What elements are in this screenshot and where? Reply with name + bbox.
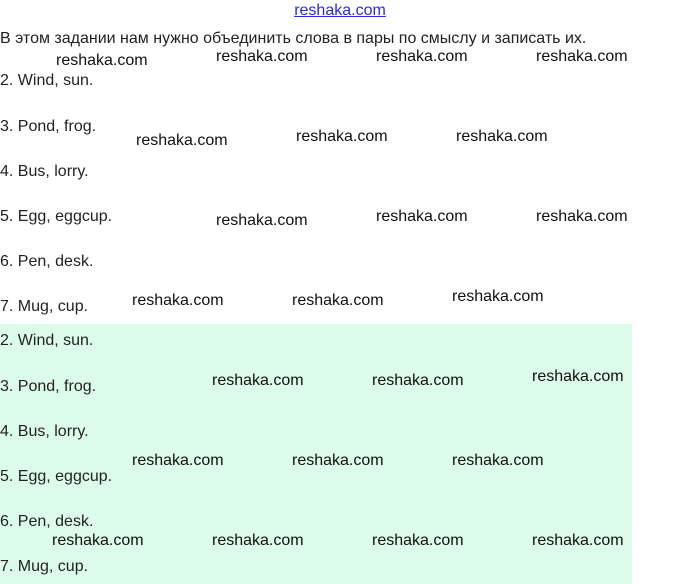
watermark: reshaka.com xyxy=(132,452,224,469)
intro-text: В этом задании нам нужно объединить слова в пары по смыслу и записать их. xyxy=(0,30,587,47)
watermark: reshaka.com xyxy=(372,372,464,389)
highlighted-answer-line: 6. Pen, desk. xyxy=(0,513,94,530)
highlighted-answer-line: 7. Mug, cup. xyxy=(0,558,89,575)
answer-line: 3. Pond, frog. xyxy=(0,118,97,135)
watermark: reshaka.com xyxy=(532,532,624,549)
watermark: reshaka.com xyxy=(456,128,548,145)
watermark: reshaka.com xyxy=(296,128,388,145)
answer-line: 2. Wind, sun. xyxy=(0,72,94,89)
watermark: reshaka.com xyxy=(452,452,544,469)
answer-line: 6. Pen, desk. xyxy=(0,253,94,270)
watermark: reshaka.com xyxy=(292,292,384,309)
watermark: reshaka.com xyxy=(532,368,624,385)
highlighted-answer-line: 4. Bus, lorry. xyxy=(0,423,89,440)
watermark: reshaka.com xyxy=(136,132,228,149)
watermark: reshaka.com xyxy=(452,288,544,305)
watermark: reshaka.com xyxy=(376,208,468,225)
answer-line: 5. Egg, eggcup. xyxy=(0,208,113,225)
answer-line: 4. Bus, lorry. xyxy=(0,163,89,180)
highlighted-answer-line: 5. Egg, eggcup. xyxy=(0,468,113,485)
watermark: reshaka.com xyxy=(536,48,628,65)
watermark: reshaka.com xyxy=(216,48,308,65)
watermark: reshaka.com xyxy=(372,532,464,549)
watermark: reshaka.com xyxy=(292,452,384,469)
watermark: reshaka.com xyxy=(216,212,308,229)
answer-line: 7. Mug, cup. xyxy=(0,298,89,315)
watermark: reshaka.com xyxy=(212,532,304,549)
highlighted-answer-line: 2. Wind, sun. xyxy=(0,332,94,349)
watermark: reshaka.com xyxy=(132,292,224,309)
highlighted-answer-line: 3. Pond, frog. xyxy=(0,378,97,395)
watermark: reshaka.com xyxy=(212,372,304,389)
site-link[interactable]: reshaka.com xyxy=(294,2,386,19)
watermark: reshaka.com xyxy=(376,48,468,65)
watermark: reshaka.com xyxy=(536,208,628,225)
watermark: reshaka.com xyxy=(56,52,148,69)
watermark: reshaka.com xyxy=(52,532,144,549)
